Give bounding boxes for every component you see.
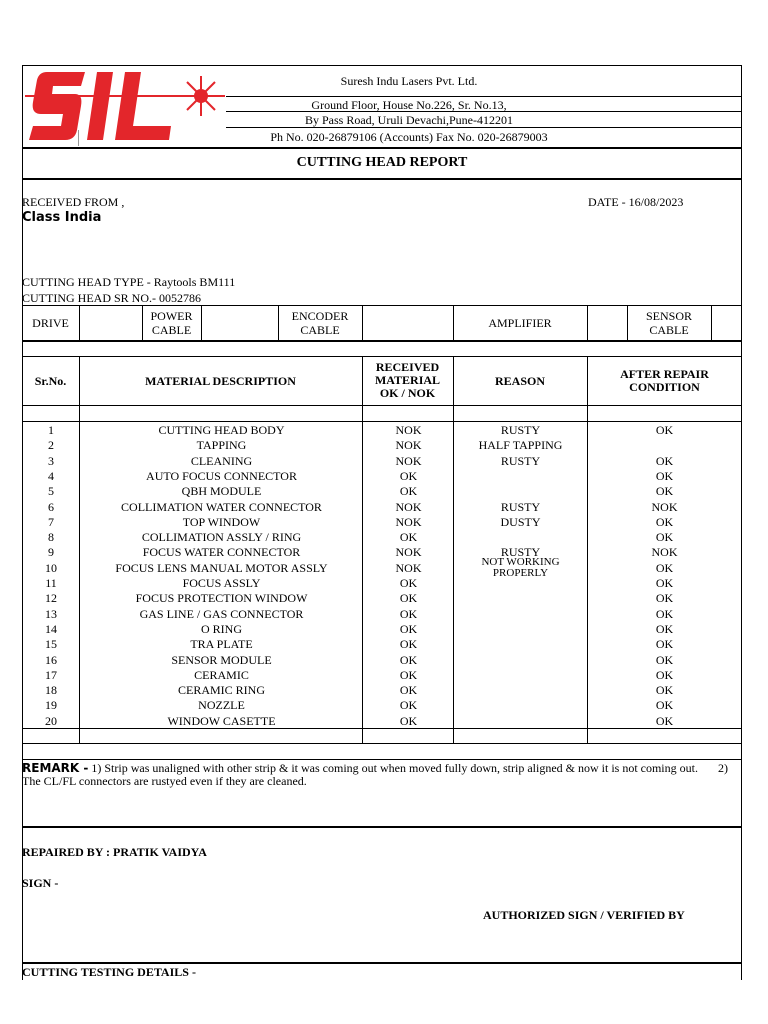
- row-material-description: TAPPING: [196, 438, 247, 453]
- encoder-cable-label: ENCODER CABLE: [291, 309, 349, 337]
- repaired-by: REPAIRED BY : PRATIK VAIDYA: [22, 845, 207, 859]
- cutting-testing-details: CUTTING TESTING DETAILS -: [22, 965, 196, 979]
- row-material-description: TOP WINDOW: [182, 514, 261, 529]
- row-after-repair: OK: [655, 560, 674, 575]
- row-material-description: O RING: [201, 621, 242, 636]
- table-row: [22, 556, 742, 576]
- row-material-description: FOCUS WATER CONNECTOR: [142, 545, 301, 560]
- table-row: [22, 438, 742, 453]
- row-received-status: OK: [399, 637, 418, 652]
- row-sr-no: 9: [48, 545, 54, 560]
- table-row: [22, 454, 742, 469]
- header-reason: REASON: [494, 374, 545, 388]
- row-material-description: CERAMIC RING: [177, 683, 265, 698]
- row-after-repair: OK: [655, 423, 674, 437]
- row-material-description: FOCUS LENS MANUAL MOTOR ASSLY: [115, 560, 328, 575]
- table-row: [22, 698, 742, 713]
- row-sr-no: 18: [45, 683, 57, 698]
- row-received-status: OK: [399, 484, 418, 499]
- table-row: [22, 714, 742, 729]
- row-after-repair: OK: [655, 698, 674, 713]
- row-sr-no: 5: [48, 484, 54, 499]
- header-sr-no: Sr.No.: [34, 374, 67, 388]
- row-sr-no: 17: [45, 667, 57, 682]
- table-row: [22, 668, 742, 683]
- row-received-status: OK: [399, 683, 418, 698]
- row-reason: RUSTY: [500, 545, 541, 560]
- table-row: [22, 576, 742, 591]
- row-received-status: OK: [399, 621, 418, 636]
- received-from-label: RECEIVED FROM ,: [22, 195, 125, 209]
- authorized-sign: AUTHORIZED SIGN / VERIFIED BY: [483, 908, 685, 922]
- table-row: [22, 515, 742, 530]
- row-material-description: NOZZLE: [198, 698, 245, 713]
- row-sr-no: 15: [45, 637, 57, 652]
- row-sr-no: 1: [48, 423, 54, 437]
- table-row: [22, 484, 742, 499]
- sign-label: SIGN -: [22, 876, 59, 890]
- row-material-description: SENSOR MODULE: [171, 652, 272, 667]
- row-received-status: NOK: [395, 545, 422, 560]
- table-row: [22, 607, 742, 622]
- company-phone: Ph No. 020-26879106 (Accounts) Fax No. 020-26879003: [270, 130, 548, 144]
- row-after-repair: OK: [655, 576, 674, 590]
- row-sr-no: 12: [45, 591, 57, 606]
- row-received-status: OK: [399, 576, 418, 590]
- remark-block: [22, 761, 742, 775]
- row-after-repair: OK: [655, 683, 674, 698]
- company-address-line1: Ground Floor, House No.226, Sr. No.13,: [311, 98, 507, 112]
- header-after-repair: AFTER REPAIR CONDITION: [620, 367, 709, 394]
- row-sr-no: 8: [48, 530, 54, 545]
- row-after-repair: OK: [655, 713, 674, 728]
- table-row: [22, 530, 742, 545]
- row-material-description: CERAMIC: [194, 667, 249, 682]
- row-reason: RUSTY: [500, 423, 541, 437]
- row-reason: DUSTY: [500, 514, 541, 529]
- row-received-status: NOK: [395, 423, 422, 437]
- report-date: DATE - 16/08/2023: [588, 195, 684, 209]
- row-received-status: OK: [399, 713, 418, 728]
- row-after-repair: OK: [655, 606, 674, 621]
- row-received-status: OK: [399, 468, 418, 483]
- row-reason: HALF TAPPING: [478, 438, 563, 453]
- sensor-cable-label: SENSOR CABLE: [645, 309, 692, 337]
- power-cable-label: POWER CABLE: [150, 309, 193, 337]
- row-after-repair: OK: [655, 514, 674, 529]
- remark-number-2: 2): [718, 761, 728, 775]
- row-received-status: OK: [399, 652, 418, 667]
- table-row: [22, 500, 742, 515]
- customer-name: Class India: [22, 210, 102, 225]
- row-received-status: NOK: [395, 438, 422, 453]
- row-sr-no: 3: [48, 453, 54, 468]
- row-received-status: OK: [399, 698, 418, 713]
- row-sr-no: 20: [45, 713, 57, 728]
- row-after-repair: OK: [655, 484, 674, 499]
- row-after-repair: OK: [655, 468, 674, 483]
- drive-label: DRIVE: [32, 316, 69, 330]
- table-row: [22, 683, 742, 698]
- company-address-line2: By Pass Road, Uruli Devachi,Pune-412201: [305, 113, 513, 127]
- row-material-description: CLEANING: [190, 453, 253, 468]
- table-row: [22, 469, 742, 484]
- row-received-status: OK: [399, 591, 418, 606]
- row-material-description: WINDOW CASETTE: [167, 713, 276, 728]
- row-received-status: OK: [399, 606, 418, 621]
- row-received-status: OK: [399, 667, 418, 682]
- row-sr-no: 4: [48, 468, 54, 483]
- cutting-head-sr-no: CUTTING HEAD SR NO.- 0052786: [22, 291, 201, 305]
- row-after-repair: OK: [655, 652, 674, 667]
- company-logo: [25, 66, 225, 146]
- table-row: [22, 622, 742, 637]
- row-after-repair: OK: [655, 637, 674, 652]
- row-after-repair: OK: [655, 530, 674, 545]
- remark-text-1: 1) Strip was unaligned with other strip & it was coming out when moved fully down, strip aligned & now it is not coming out.: [88, 761, 698, 775]
- row-sr-no: 10: [45, 560, 57, 575]
- row-after-repair: NOK: [651, 499, 678, 514]
- row-sr-no: 2: [48, 438, 54, 453]
- row-material-description: QBH MODULE: [181, 484, 262, 499]
- row-material-description: AUTO FOCUS CONNECTOR: [146, 468, 297, 483]
- row-sr-no: 14: [45, 621, 57, 636]
- header-material-description: MATERIAL DESCRIPTION: [145, 374, 296, 388]
- row-material-description: GAS LINE / GAS CONNECTOR: [139, 606, 304, 621]
- row-sr-no: 11: [45, 576, 57, 590]
- row-reason: NOT WORKING PROPERLY: [481, 556, 560, 576]
- row-sr-no: 7: [48, 514, 54, 529]
- row-sr-no: 16: [45, 652, 57, 667]
- company-name: Suresh Indu Lasers Pvt. Ltd.: [340, 74, 478, 88]
- row-reason: RUSTY: [500, 453, 541, 468]
- remark-text-2: The CL/FL connectors are rustyed even if they are cleaned.: [22, 774, 307, 788]
- table-row: [22, 637, 742, 652]
- row-material-description: CUTTING HEAD BODY: [158, 423, 285, 437]
- table-row: [22, 591, 742, 606]
- cutting-head-type: CUTTING HEAD TYPE - Raytools BM111: [22, 275, 236, 289]
- row-sr-no: 6: [48, 499, 54, 514]
- row-material-description: FOCUS ASSLY: [182, 576, 261, 590]
- row-after-repair: NOK: [651, 545, 678, 560]
- row-received-status: OK: [399, 530, 418, 545]
- row-received-status: NOK: [395, 453, 422, 468]
- row-after-repair: OK: [655, 591, 674, 606]
- row-sr-no: 13: [45, 606, 57, 621]
- row-sr-no: 19: [45, 698, 57, 713]
- row-material-description: COLLIMATION WATER CONNECTOR: [121, 499, 322, 514]
- amplifier-label: AMPLIFIER: [488, 316, 552, 330]
- row-received-status: NOK: [395, 560, 422, 575]
- header-received-material: RECEIVED MATERIAL OK / NOK: [374, 360, 441, 400]
- row-received-status: NOK: [395, 499, 422, 514]
- row-material-description: FOCUS PROTECTION WINDOW: [135, 591, 308, 606]
- report-title: CUTTING HEAD REPORT: [296, 155, 468, 170]
- row-material-description: TRA PLATE: [190, 637, 253, 652]
- row-after-repair: OK: [655, 667, 674, 682]
- table-row: [22, 653, 742, 668]
- row-reason: RUSTY: [500, 499, 541, 514]
- remark-label: REMARK -: [22, 761, 89, 775]
- row-after-repair: OK: [655, 453, 674, 468]
- table-row: [22, 545, 742, 560]
- row-received-status: NOK: [395, 514, 422, 529]
- row-material-description: COLLIMATION ASSLY / RING: [141, 530, 302, 545]
- row-after-repair: OK: [655, 621, 674, 636]
- table-row: [22, 423, 742, 438]
